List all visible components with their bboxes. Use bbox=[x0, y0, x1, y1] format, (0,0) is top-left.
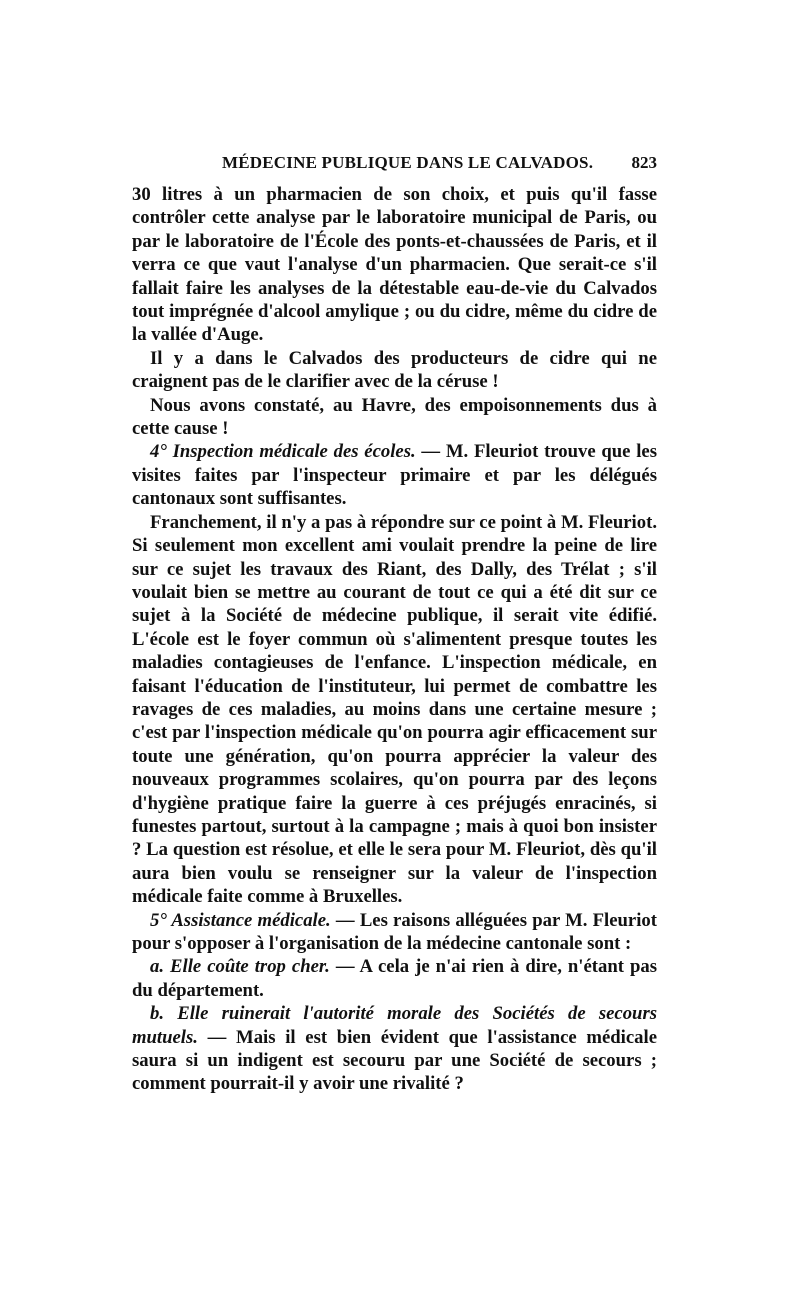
section-heading-inspection: 4° Inspection médicale des écoles. bbox=[150, 441, 416, 463]
paragraph-inspection-text: — M. Fleuriot trouve que les visites faites par l'inspecteur primaire et par les délégués cantonaux sont suffisantes. bbox=[132, 441, 657, 510]
paragraph-assistance bbox=[132, 909, 657, 956]
paragraph-cider: Il y a dans le Calvados des producteurs de cidre qui ne craignent pas de le clarifier avec de la céruse ! bbox=[132, 347, 657, 393]
paragraph-point-b bbox=[132, 1002, 657, 1096]
point-b-heading: b. Elle ruinerait l'autorité morale des Sociétés de secours mutuels. bbox=[132, 1003, 657, 1048]
point-a-text: — A cela je n'ai rien à dire, n'étant pas du département. bbox=[132, 956, 657, 1001]
running-header bbox=[132, 153, 657, 177]
section-heading-assistance: 5° Assistance médicale. bbox=[150, 909, 331, 931]
paragraph-assistance-text: — Les raisons alléguées par M. Fleuriot pour s'opposer à l'organisation de la médecine cantonale sont : bbox=[132, 909, 657, 954]
point-b-text: — Mais il est bien évident que l'assistance médicale saura si un indigent est secouru par une Société de secours ; comment pourrait-il y avoir une rivalité ? bbox=[132, 1026, 657, 1095]
page-number: 823 bbox=[631, 153, 657, 172]
paragraph-franchement: Franchement, il n'y a pas à répondre sur ce point à M. Fleuriot. Si seulement mon excellent ami voulait prendre la peine de lire sur ce sujet les travaux des Riant, des Dally, des Trélat ; s'il voulait bien se mettre au courant de tout ce qui a été dit sur ce sujet à la Société de médecine publique, il serait vite édifié. L'école est le foyer commun où s'alimentent presque toutes les maladies contagieuses de l'enfance. L'inspection médicale, en faisant l'éducation de l'instituteur, lui permet de combattre les ravages de ces maladies, au moins dans une certaine mesure ; c'est par l'inspection médicale qu'on pourra agir efficacement sur toute une génération, qu'on pourra apprécier la valeur des nouveaux programmes scolaires, qu'on pourra par des leçons d'hygiène pratique faire la guerre à ces préjugés enracinés, si funestes partout, surtout à la campagne ; mais à quoi bon insister ? La question est résolue, et elle le sera pour M. Fleuriot, dès qu'il aura bien voulu se renseigner sur la valeur de l'inspection médicale faite comme à Bruxelles. bbox=[132, 511, 657, 908]
paragraph-point-a bbox=[132, 955, 657, 1002]
body-text bbox=[132, 183, 657, 1096]
paragraph-havre: Nous avons constaté, au Havre, des empoisonnements dus à cette cause ! bbox=[132, 394, 657, 440]
point-a-heading: a. Elle coûte trop cher. bbox=[150, 956, 330, 978]
paragraph-inspection-schools bbox=[132, 440, 657, 510]
running-title: MÉDECINE PUBLIQUE DANS LE CALVADOS. bbox=[222, 153, 594, 172]
paragraph-continuation: 30 litres à un pharmacien de son choix, et puis qu'il fasse contrôler cette analyse par le laboratoire municipal de Paris, ou par le laboratoire de l'École des ponts-et-chaussées de Paris, et il verra ce que vaut l'analyse d'un pharmacien. Que serait-ce s'il fallait faire les analyses de la détestable eau-de-vie du Calvados tout imprégnée d'alcool amylique ; ou du cidre, même du cidre de la vallée d'Auge. bbox=[132, 184, 657, 346]
